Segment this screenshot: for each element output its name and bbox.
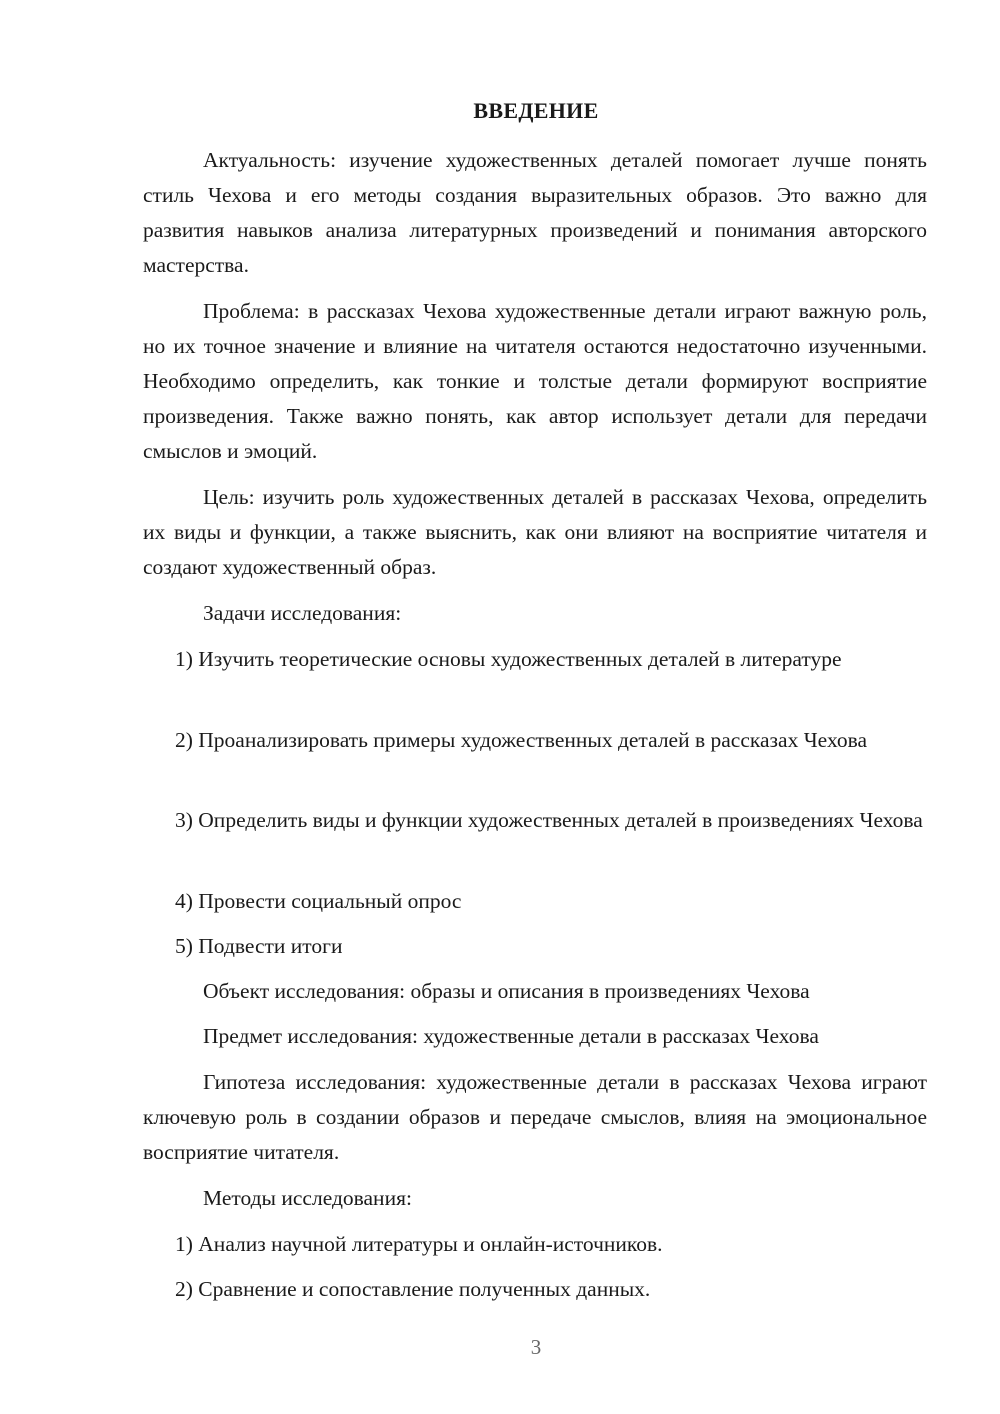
section-title: ВВЕДЕНИЕ (473, 98, 599, 123)
task-item: 1) Изучить теоретические основы художественных деталей в литературе (175, 647, 842, 671)
task-item: 5) Подвести итоги (175, 934, 343, 958)
task-item: 3) Определить виды и функции художественных деталей в произведениях Чехова (175, 808, 923, 832)
task-item: 4) Провести социальный опрос (175, 889, 462, 913)
method-item: 2) Сравнение и сопоставление полученных данных. (175, 1277, 651, 1301)
page-number: 3 (530, 1335, 542, 1359)
method-item: 1) Анализ научной литературы и онлайн-источников. (175, 1232, 663, 1256)
tasks-heading: Задачи исследования: (203, 601, 402, 625)
paragraph-relevance: Актуальность: изучение художественных деталей помогает лучше понять стиль Чехова и его методы создания выразительных образов. Это важно для развития навыков анализа литературных произведений и понимания авторского мастерства. (143, 148, 927, 277)
task-item: 2) Проанализировать примеры художественных деталей в рассказах Чехова (175, 728, 868, 752)
paragraph-problem: Проблема: в рассказах Чехова художественные детали играют важную роль, но их точное значение и влияние на читателя остаются недостаточно изученными. Необходимо определить, как тонкие и толстые детали формируют восприятие произведения. Также важно понять, как автор использует детали для передачи смыслов и эмоций. (143, 299, 927, 463)
paragraph-subject: Предмет исследования: художественные детали в рассказах Чехова (203, 1024, 819, 1048)
paragraph-goal: Цель: изучить роль художественных деталей в рассказах Чехова, определить их виды и функции, а также выяснить, как они влияют на восприятие читателя и создают художественный образ. (143, 485, 927, 579)
paragraph-hypothesis: Гипотеза исследования: художественные детали в рассказах Чехова играют ключевую роль в создании образов и передаче смыслов, влияя на эмоциональное восприятие читателя. (143, 1070, 927, 1164)
paragraph-object: Объект исследования: образы и описания в произведениях Чехова (203, 979, 810, 1003)
methods-heading: Методы исследования: (203, 1186, 412, 1210)
